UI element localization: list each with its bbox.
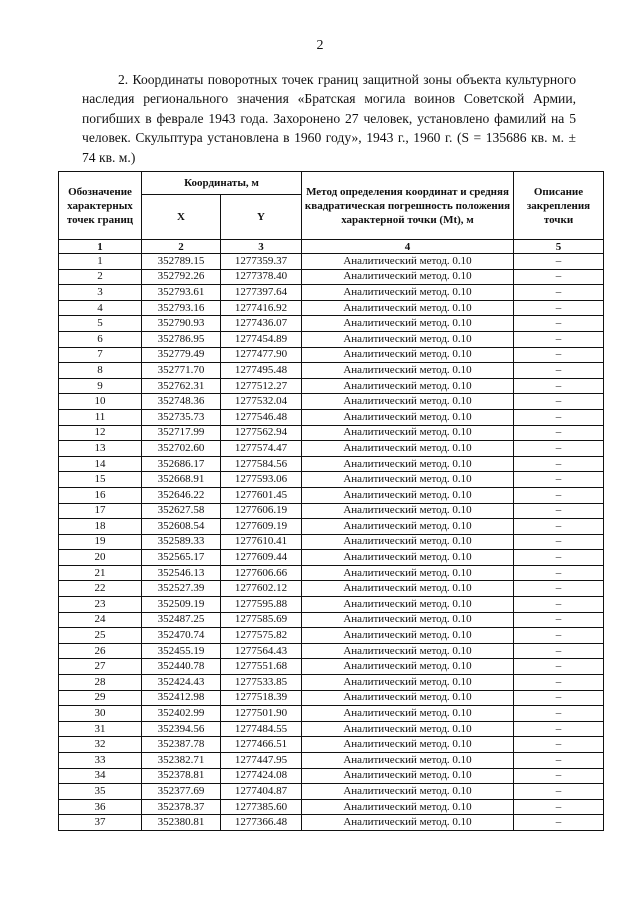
table-row <box>59 784 604 800</box>
column-number-row <box>59 240 604 254</box>
description-cell: – <box>514 768 604 784</box>
method-cell: Аналитический метод. 0.10 <box>302 628 514 644</box>
table-row <box>59 269 604 285</box>
x-coordinate-cell: 352527.39 <box>142 581 221 597</box>
method-cell: Аналитический метод. 0.10 <box>302 378 514 394</box>
column-number: 2 <box>142 240 221 254</box>
description-cell: – <box>514 316 604 332</box>
x-coordinate-cell: 352627.58 <box>142 503 221 519</box>
y-coordinate-cell: 1277447.95 <box>221 753 302 769</box>
intro-paragraph: 2. Координаты поворотных точек границ защитной зоны объекта культурного наследия регионального значения «Братская могила воинов Советской Армии, погибших в феврале 1943 года. Захоронено 27 человек, установлено фамилий на 5 человек. Скульптура установлена в 1960 году», 1943 г., 1960 г. (S = 135686 кв. м. ± 74 кв. м.) <box>82 72 576 165</box>
x-coordinate-cell: 352748.36 <box>142 394 221 410</box>
header-y: Y <box>221 195 302 240</box>
table-row <box>59 815 604 831</box>
y-coordinate-cell: 1277484.55 <box>221 721 302 737</box>
table-row <box>59 643 604 659</box>
description-cell: – <box>514 659 604 675</box>
method-cell: Аналитический метод. 0.10 <box>302 690 514 706</box>
description-cell: – <box>514 409 604 425</box>
description-cell: – <box>514 534 604 550</box>
point-number-cell: 6 <box>59 331 142 347</box>
x-coordinate-cell: 352735.73 <box>142 409 221 425</box>
point-number-cell: 33 <box>59 753 142 769</box>
x-coordinate-cell: 352565.17 <box>142 550 221 566</box>
x-coordinate-cell: 352378.37 <box>142 799 221 815</box>
point-number-cell: 30 <box>59 706 142 722</box>
description-cell: – <box>514 331 604 347</box>
method-cell: Аналитический метод. 0.10 <box>302 721 514 737</box>
table-row <box>59 519 604 535</box>
point-number-cell: 28 <box>59 675 142 691</box>
method-cell: Аналитический метод. 0.10 <box>302 285 514 301</box>
header-coordinates: Координаты, м <box>142 172 302 195</box>
table-row <box>59 753 604 769</box>
y-coordinate-cell: 1277609.44 <box>221 550 302 566</box>
description-cell: – <box>514 612 604 628</box>
method-cell: Аналитический метод. 0.10 <box>302 519 514 535</box>
table-row <box>59 503 604 519</box>
table-row <box>59 737 604 753</box>
y-coordinate-cell: 1277397.64 <box>221 285 302 301</box>
y-coordinate-cell: 1277575.82 <box>221 628 302 644</box>
y-coordinate-cell: 1277546.48 <box>221 409 302 425</box>
y-coordinate-cell: 1277551.68 <box>221 659 302 675</box>
y-coordinate-cell: 1277602.12 <box>221 581 302 597</box>
description-cell: – <box>514 597 604 613</box>
y-coordinate-cell: 1277495.48 <box>221 363 302 379</box>
y-coordinate-cell: 1277454.89 <box>221 331 302 347</box>
description-cell: – <box>514 519 604 535</box>
method-cell: Аналитический метод. 0.10 <box>302 815 514 831</box>
x-coordinate-cell: 352786.95 <box>142 331 221 347</box>
method-cell: Аналитический метод. 0.10 <box>302 768 514 784</box>
y-coordinate-cell: 1277606.66 <box>221 565 302 581</box>
table-row <box>59 581 604 597</box>
x-coordinate-cell: 352455.19 <box>142 643 221 659</box>
description-cell: – <box>514 347 604 363</box>
point-number-cell: 29 <box>59 690 142 706</box>
point-number-cell: 22 <box>59 581 142 597</box>
y-coordinate-cell: 1277564.43 <box>221 643 302 659</box>
table-row <box>59 799 604 815</box>
point-number-cell: 12 <box>59 425 142 441</box>
description-cell: – <box>514 378 604 394</box>
point-number-cell: 5 <box>59 316 142 332</box>
method-cell: Аналитический метод. 0.10 <box>302 347 514 363</box>
x-coordinate-cell: 352608.54 <box>142 519 221 535</box>
method-cell: Аналитический метод. 0.10 <box>302 799 514 815</box>
description-cell: – <box>514 425 604 441</box>
table-row <box>59 425 604 441</box>
method-cell: Аналитический метод. 0.10 <box>302 643 514 659</box>
method-cell: Аналитический метод. 0.10 <box>302 441 514 457</box>
description-cell: – <box>514 628 604 644</box>
description-cell: – <box>514 441 604 457</box>
method-cell: Аналитический метод. 0.10 <box>302 316 514 332</box>
y-coordinate-cell: 1277466.51 <box>221 737 302 753</box>
table-row <box>59 534 604 550</box>
y-coordinate-cell: 1277574.47 <box>221 441 302 457</box>
y-coordinate-cell: 1277436.07 <box>221 316 302 332</box>
x-coordinate-cell: 352378.81 <box>142 768 221 784</box>
point-number-cell: 32 <box>59 737 142 753</box>
x-coordinate-cell: 352779.49 <box>142 347 221 363</box>
table-row <box>59 331 604 347</box>
column-number: 1 <box>59 240 142 254</box>
table-row <box>59 285 604 301</box>
table-row <box>59 565 604 581</box>
x-coordinate-cell: 352789.15 <box>142 254 221 270</box>
header-designation: Обозначение характерных точек границ <box>59 172 142 240</box>
method-cell: Аналитический метод. 0.10 <box>302 706 514 722</box>
table-row <box>59 472 604 488</box>
y-coordinate-cell: 1277533.85 <box>221 675 302 691</box>
method-cell: Аналитический метод. 0.10 <box>302 581 514 597</box>
point-number-cell: 7 <box>59 347 142 363</box>
table-row <box>59 706 604 722</box>
point-number-cell: 24 <box>59 612 142 628</box>
header-method: Метод определения координат и средняя квадратическая погрешность положения характерной точки (Mt), м <box>302 172 514 240</box>
method-cell: Аналитический метод. 0.10 <box>302 269 514 285</box>
point-number-cell: 26 <box>59 643 142 659</box>
point-number-cell: 34 <box>59 768 142 784</box>
point-number-cell: 25 <box>59 628 142 644</box>
point-number-cell: 21 <box>59 565 142 581</box>
y-coordinate-cell: 1277606.19 <box>221 503 302 519</box>
y-coordinate-cell: 1277518.39 <box>221 690 302 706</box>
y-coordinate-cell: 1277532.04 <box>221 394 302 410</box>
x-coordinate-cell: 352793.16 <box>142 300 221 316</box>
method-cell: Аналитический метод. 0.10 <box>302 300 514 316</box>
page-number: 2 <box>316 38 324 53</box>
description-cell: – <box>514 643 604 659</box>
table-row <box>59 628 604 644</box>
method-cell: Аналитический метод. 0.10 <box>302 472 514 488</box>
method-cell: Аналитический метод. 0.10 <box>302 503 514 519</box>
table-row <box>59 487 604 503</box>
description-cell: – <box>514 285 604 301</box>
x-coordinate-cell: 352686.17 <box>142 456 221 472</box>
point-number-cell: 15 <box>59 472 142 488</box>
table-row <box>59 768 604 784</box>
x-coordinate-cell: 352702.60 <box>142 441 221 457</box>
y-coordinate-cell: 1277359.37 <box>221 254 302 270</box>
table-row <box>59 347 604 363</box>
method-cell: Аналитический метод. 0.10 <box>302 550 514 566</box>
point-number-cell: 9 <box>59 378 142 394</box>
method-cell: Аналитический метод. 0.10 <box>302 456 514 472</box>
x-coordinate-cell: 352546.13 <box>142 565 221 581</box>
description-cell: – <box>514 784 604 800</box>
x-coordinate-cell: 352440.78 <box>142 659 221 675</box>
point-number-cell: 10 <box>59 394 142 410</box>
y-coordinate-cell: 1277366.48 <box>221 815 302 831</box>
x-coordinate-cell: 352646.22 <box>142 487 221 503</box>
description-cell: – <box>514 581 604 597</box>
x-coordinate-cell: 352470.74 <box>142 628 221 644</box>
y-coordinate-cell: 1277512.27 <box>221 378 302 394</box>
table-row <box>59 612 604 628</box>
method-cell: Аналитический метод. 0.10 <box>302 425 514 441</box>
description-cell: – <box>514 503 604 519</box>
table-row <box>59 456 604 472</box>
x-coordinate-cell: 352762.31 <box>142 378 221 394</box>
table-row <box>59 316 604 332</box>
point-number-cell: 3 <box>59 285 142 301</box>
x-coordinate-cell: 352668.91 <box>142 472 221 488</box>
x-coordinate-cell: 352387.78 <box>142 737 221 753</box>
point-number-cell: 8 <box>59 363 142 379</box>
x-coordinate-cell: 352412.98 <box>142 690 221 706</box>
description-cell: – <box>514 737 604 753</box>
table-row <box>59 441 604 457</box>
y-coordinate-cell: 1277378.40 <box>221 269 302 285</box>
table-row <box>59 690 604 706</box>
description-cell: – <box>514 675 604 691</box>
description-cell: – <box>514 300 604 316</box>
method-cell: Аналитический метод. 0.10 <box>302 597 514 613</box>
table-row <box>59 254 604 270</box>
x-coordinate-cell: 352790.93 <box>142 316 221 332</box>
description-cell: – <box>514 721 604 737</box>
y-coordinate-cell: 1277585.69 <box>221 612 302 628</box>
point-number-cell: 13 <box>59 441 142 457</box>
y-coordinate-cell: 1277477.90 <box>221 347 302 363</box>
method-cell: Аналитический метод. 0.10 <box>302 612 514 628</box>
y-coordinate-cell: 1277610.41 <box>221 534 302 550</box>
description-cell: – <box>514 565 604 581</box>
coordinates-table-body <box>59 254 604 831</box>
point-number-cell: 31 <box>59 721 142 737</box>
table-row <box>59 721 604 737</box>
description-cell: – <box>514 394 604 410</box>
x-coordinate-cell: 352382.71 <box>142 753 221 769</box>
description-cell: – <box>514 269 604 285</box>
description-cell: – <box>514 472 604 488</box>
x-coordinate-cell: 352380.81 <box>142 815 221 831</box>
y-coordinate-cell: 1277593.06 <box>221 472 302 488</box>
point-number-cell: 18 <box>59 519 142 535</box>
x-coordinate-cell: 352792.26 <box>142 269 221 285</box>
method-cell: Аналитический метод. 0.10 <box>302 565 514 581</box>
point-number-cell: 23 <box>59 597 142 613</box>
description-cell: – <box>514 550 604 566</box>
method-cell: Аналитический метод. 0.10 <box>302 363 514 379</box>
y-coordinate-cell: 1277404.87 <box>221 784 302 800</box>
header-x: X <box>142 195 221 240</box>
point-number-cell: 19 <box>59 534 142 550</box>
x-coordinate-cell: 352487.25 <box>142 612 221 628</box>
point-number-cell: 20 <box>59 550 142 566</box>
description-cell: – <box>514 254 604 270</box>
point-number-cell: 1 <box>59 254 142 270</box>
method-cell: Аналитический метод. 0.10 <box>302 784 514 800</box>
description-cell: – <box>514 799 604 815</box>
x-coordinate-cell: 352793.61 <box>142 285 221 301</box>
point-number-cell: 11 <box>59 409 142 425</box>
method-cell: Аналитический метод. 0.10 <box>302 534 514 550</box>
y-coordinate-cell: 1277501.90 <box>221 706 302 722</box>
y-coordinate-cell: 1277601.45 <box>221 487 302 503</box>
table-row <box>59 378 604 394</box>
table-row <box>59 675 604 691</box>
method-cell: Аналитический метод. 0.10 <box>302 394 514 410</box>
x-coordinate-cell: 352771.70 <box>142 363 221 379</box>
table-row <box>59 659 604 675</box>
column-number: 4 <box>302 240 514 254</box>
column-number: 3 <box>221 240 302 254</box>
x-coordinate-cell: 352377.69 <box>142 784 221 800</box>
coordinates-table <box>58 171 604 831</box>
y-coordinate-cell: 1277584.56 <box>221 456 302 472</box>
description-cell: – <box>514 815 604 831</box>
x-coordinate-cell: 352589.33 <box>142 534 221 550</box>
method-cell: Аналитический метод. 0.10 <box>302 487 514 503</box>
method-cell: Аналитический метод. 0.10 <box>302 254 514 270</box>
column-number: 5 <box>514 240 604 254</box>
y-coordinate-cell: 1277595.88 <box>221 597 302 613</box>
x-coordinate-cell: 352424.43 <box>142 675 221 691</box>
point-number-cell: 4 <box>59 300 142 316</box>
y-coordinate-cell: 1277424.08 <box>221 768 302 784</box>
x-coordinate-cell: 352402.99 <box>142 706 221 722</box>
table-row <box>59 394 604 410</box>
method-cell: Аналитический метод. 0.10 <box>302 675 514 691</box>
point-number-cell: 14 <box>59 456 142 472</box>
description-cell: – <box>514 456 604 472</box>
point-number-cell: 2 <box>59 269 142 285</box>
x-coordinate-cell: 352509.19 <box>142 597 221 613</box>
method-cell: Аналитический метод. 0.10 <box>302 409 514 425</box>
point-number-cell: 16 <box>59 487 142 503</box>
table-row <box>59 300 604 316</box>
description-cell: – <box>514 363 604 379</box>
point-number-cell: 27 <box>59 659 142 675</box>
header-description: Описание закрепления точки <box>514 172 604 240</box>
x-coordinate-cell: 352394.56 <box>142 721 221 737</box>
y-coordinate-cell: 1277562.94 <box>221 425 302 441</box>
description-cell: – <box>514 706 604 722</box>
table-row <box>59 597 604 613</box>
description-cell: – <box>514 753 604 769</box>
point-number-cell: 17 <box>59 503 142 519</box>
method-cell: Аналитический метод. 0.10 <box>302 753 514 769</box>
x-coordinate-cell: 352717.99 <box>142 425 221 441</box>
method-cell: Аналитический метод. 0.10 <box>302 331 514 347</box>
description-cell: – <box>514 487 604 503</box>
description-cell: – <box>514 690 604 706</box>
y-coordinate-cell: 1277385.60 <box>221 799 302 815</box>
point-number-cell: 35 <box>59 784 142 800</box>
y-coordinate-cell: 1277416.92 <box>221 300 302 316</box>
method-cell: Аналитический метод. 0.10 <box>302 659 514 675</box>
y-coordinate-cell: 1277609.19 <box>221 519 302 535</box>
table-row <box>59 550 604 566</box>
table-row <box>59 409 604 425</box>
point-number-cell: 36 <box>59 799 142 815</box>
point-number-cell: 37 <box>59 815 142 831</box>
method-cell: Аналитический метод. 0.10 <box>302 737 514 753</box>
table-row <box>59 363 604 379</box>
